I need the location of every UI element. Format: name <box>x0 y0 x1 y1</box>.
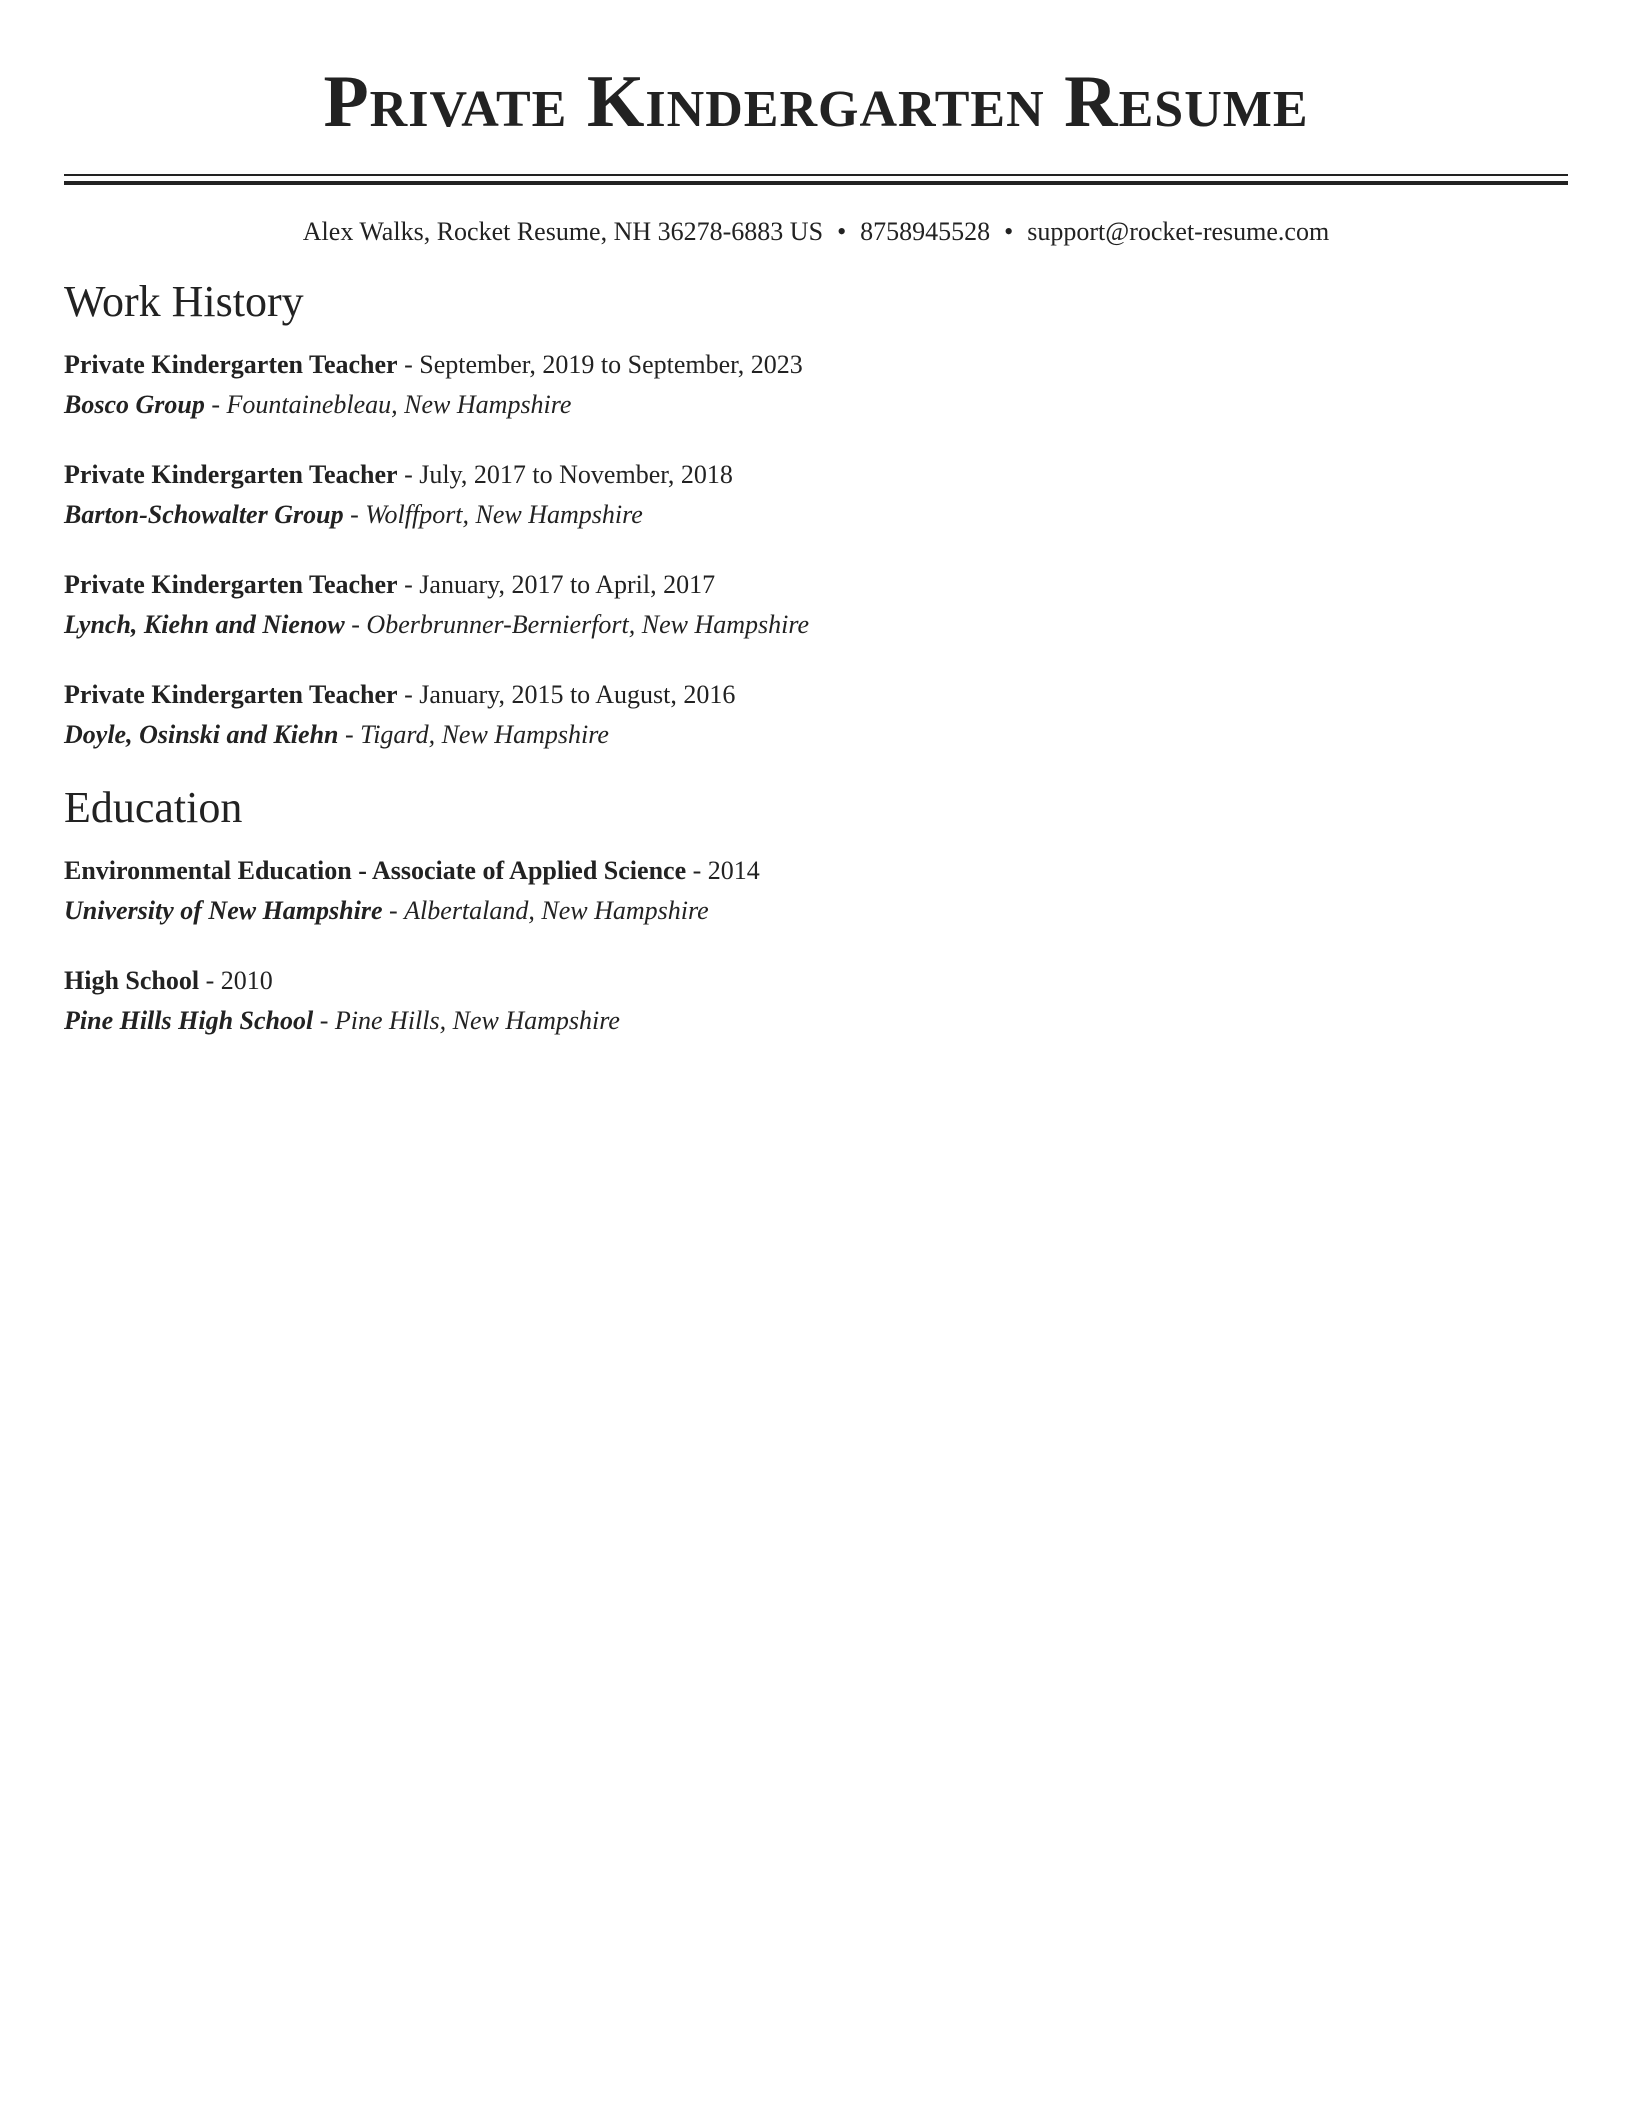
job-company: Barton-Schowalter Group <box>64 500 344 529</box>
job-title-line <box>64 345 1568 385</box>
dash: - <box>404 570 413 599</box>
school-line <box>64 891 1568 931</box>
dash: - <box>404 460 413 489</box>
resume-page <box>64 0 1568 1041</box>
contact-phone: 8758945528 <box>860 217 991 246</box>
dash: - <box>350 500 359 529</box>
graduation-year: 2014 <box>707 856 760 885</box>
degree: Environmental Education - Associate of Applied Science <box>64 856 687 885</box>
job-title: Private Kindergarten Teacher <box>64 570 398 599</box>
education-entry <box>64 961 1568 1041</box>
dash: - <box>389 896 398 925</box>
job-dates: January, 2017 to April, 2017 <box>419 570 716 599</box>
dash: - <box>211 390 221 419</box>
degree: High School <box>64 966 200 995</box>
job-company: Lynch, Kiehn and Nienow <box>64 610 345 639</box>
job-entry <box>64 675 1568 755</box>
contact-separator: • <box>837 217 847 246</box>
school-line <box>64 1001 1568 1041</box>
resume-title: Private Kindergarten Resume <box>323 61 1309 143</box>
work-history-heading: Work History <box>64 277 304 326</box>
job-title-line <box>64 455 1568 495</box>
job-title: Private Kindergarten Teacher <box>64 460 398 489</box>
job-company: Doyle, Osinski and Kiehn <box>64 720 339 749</box>
job-location: Tigard, New Hampshire <box>360 720 609 749</box>
job-company: Bosco Group <box>64 390 205 419</box>
job-dates: January, 2015 to August, 2016 <box>419 680 736 709</box>
job-company-line <box>64 385 1568 425</box>
contact-separator: • <box>1004 217 1014 246</box>
dash: - <box>205 966 215 995</box>
job-company-line <box>64 715 1568 755</box>
dash: - <box>319 1006 329 1035</box>
job-dates: July, 2017 to November, 2018 <box>419 460 733 489</box>
job-location: Oberbrunner-Bernierfort, New Hampshire <box>366 610 810 639</box>
job-title: Private Kindergarten Teacher <box>64 680 398 709</box>
contact-line <box>64 215 1568 249</box>
degree-line <box>64 961 1568 1001</box>
job-title: Private Kindergarten Teacher <box>64 350 398 379</box>
job-company-line <box>64 605 1568 645</box>
dash: - <box>351 610 360 639</box>
education-entry <box>64 851 1568 931</box>
school: University of New Hampshire <box>64 896 383 925</box>
graduation-year: 2010 <box>220 966 273 995</box>
dash: - <box>345 720 354 749</box>
title-divider <box>64 174 1568 185</box>
school-location: Albertaland, New Hampshire <box>404 896 709 925</box>
job-location: Wolffport, New Hampshire <box>365 500 643 529</box>
job-title-line <box>64 675 1568 715</box>
job-entry <box>64 345 1568 425</box>
degree-line <box>64 851 1568 891</box>
school: Pine Hills High School <box>64 1006 314 1035</box>
contact-email: support@rocket-resume.com <box>1027 217 1330 246</box>
dash: - <box>404 680 413 709</box>
dash: - <box>404 350 413 379</box>
job-title-line <box>64 565 1568 605</box>
job-dates: September, 2019 to September, 2023 <box>419 350 803 379</box>
school-location: Pine Hills, New Hampshire <box>334 1006 620 1035</box>
job-entry <box>64 455 1568 535</box>
job-company-line <box>64 495 1568 535</box>
job-location: Fountainebleau, New Hampshire <box>226 390 572 419</box>
education-heading: Education <box>64 783 243 832</box>
contact-address: Alex Walks, Rocket Resume, NH 36278-6883 US <box>302 217 824 246</box>
job-entry <box>64 565 1568 645</box>
dash: - <box>692 856 702 885</box>
